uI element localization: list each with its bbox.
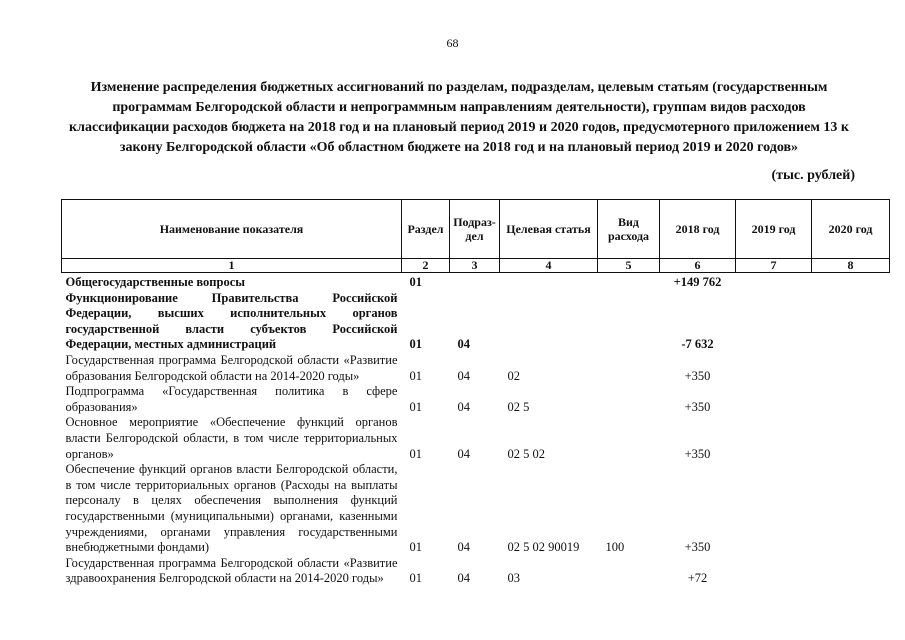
row-2020 [812,415,890,462]
row-subsection: 04 [457,399,470,414]
row-2019 [736,556,812,587]
column-number: 6 [660,259,736,273]
row-2018: +350 [684,368,711,383]
row-2018: +72 [687,571,708,586]
table-row [62,462,890,556]
row-2020 [812,384,890,415]
row-2018: +350 [684,399,711,414]
row-2019 [736,462,812,556]
column-number: 4 [500,259,598,273]
row-name: Обеспечение функций органов власти Белгородской области, в том числе территориальных органов (Расходы на выплаты персоналу в целях обеспечения выполнения функций государственными (муниципальными) органами, казенными учреждениями, органами управления государственными внебюджетными фондами) [65,462,398,555]
row-subsection: 04 [457,571,470,586]
row-subsection: 04 [457,368,470,383]
row-2018: +350 [684,446,711,461]
row-kind: 100 [605,540,625,555]
column-numbers-row [62,259,890,273]
table-row [62,291,890,353]
row-2020 [812,291,890,353]
header-2019: 2019 год [736,200,812,259]
column-number: 1 [62,259,402,273]
row-section: 01 [409,446,422,461]
row-target: 03 [507,571,520,586]
column-number: 7 [736,259,812,273]
page-number: 68 [446,36,459,50]
row-2018: +149 762 [673,275,722,289]
budget-table [61,199,890,587]
header-name: Наименование показателя [62,200,402,259]
row-name: Функционирование Правительства Российской Федерации, высших исполнительных органов государственной власти субъектов Российской Федерации, местных администраций [65,290,398,352]
row-2018: -7 632 [681,337,714,352]
row-subsection: 04 [457,337,470,352]
row-target [500,273,598,291]
row-section: 01 [409,275,422,289]
row-section: 01 [409,399,422,414]
row-2019 [736,353,812,384]
header-2020: 2020 год [812,200,890,259]
row-target [500,291,598,353]
column-number: 2 [402,259,450,273]
header-kind: Вид расхода [598,200,660,259]
row-2018: +350 [684,540,711,555]
row-target: 02 5 02 90019 [507,540,580,555]
column-number: 8 [812,259,890,273]
row-kind [598,415,660,462]
table-row [62,415,890,462]
table-row [62,273,890,291]
row-2019 [736,291,812,353]
row-2019 [736,384,812,415]
row-kind [598,291,660,353]
row-section: 01 [409,571,422,586]
row-name: Государственная программа Белгородской области «Развитие образования Белгородской области на 2014-2020 годы» [65,352,398,383]
column-number: 5 [598,259,660,273]
row-kind [598,273,660,291]
row-kind [598,353,660,384]
row-kind [598,384,660,415]
row-2019 [736,415,812,462]
table-row [62,556,890,587]
row-subsection: 04 [457,540,470,555]
column-number: 3 [450,259,500,273]
row-section: 01 [409,337,422,352]
header-2018: 2018 год [660,200,736,259]
row-target: 02 5 [507,399,530,414]
row-section: 01 [409,540,422,555]
row-2019 [736,273,812,291]
unit-label: (тыс. рублей) [771,168,855,183]
table-row [62,353,890,384]
row-name: Государственная программа Белгородской области «Развитие здравоохранения Белгородской области на 2014-2020 годы» [65,555,398,586]
document-title: Изменение распределения бюджетных ассигнований по разделам, подразделам, целевым статьям (государственным программам Белгородской области и непрограммным направлениям деятельности), группам видов расходов классификации расходов бюджета на 2018 год и на плановый период 2019 и 2020 годов, предусмотерного приложением 13 к закону Белгородской области «Об областном бюджете на 2018 год и на плановый период 2019 и 2020 годов» [69,80,849,155]
header-target: Целевая статья [500,200,598,259]
row-2020 [812,273,890,291]
row-section: 01 [409,368,422,383]
header-section: Раздел [402,200,450,259]
row-target: 02 [507,368,520,383]
header-row [62,200,890,259]
header-subsection: Подраз-дел [450,200,500,259]
row-subsection: 04 [457,446,470,461]
row-2020 [812,556,890,587]
row-target: 02 5 02 [507,446,545,461]
row-name: Основное мероприятие «Обеспечение функций органов власти Белгородской области, в том числе территориальных органов» [65,415,398,461]
row-2020 [812,353,890,384]
row-kind [598,556,660,587]
row-name: Подпрограмма «Государственная политика в сфере образования» [65,384,398,414]
row-subsection [450,273,500,291]
row-name: Общегосударственные вопросы [65,275,246,289]
row-2020 [812,462,890,556]
table-row [62,384,890,415]
